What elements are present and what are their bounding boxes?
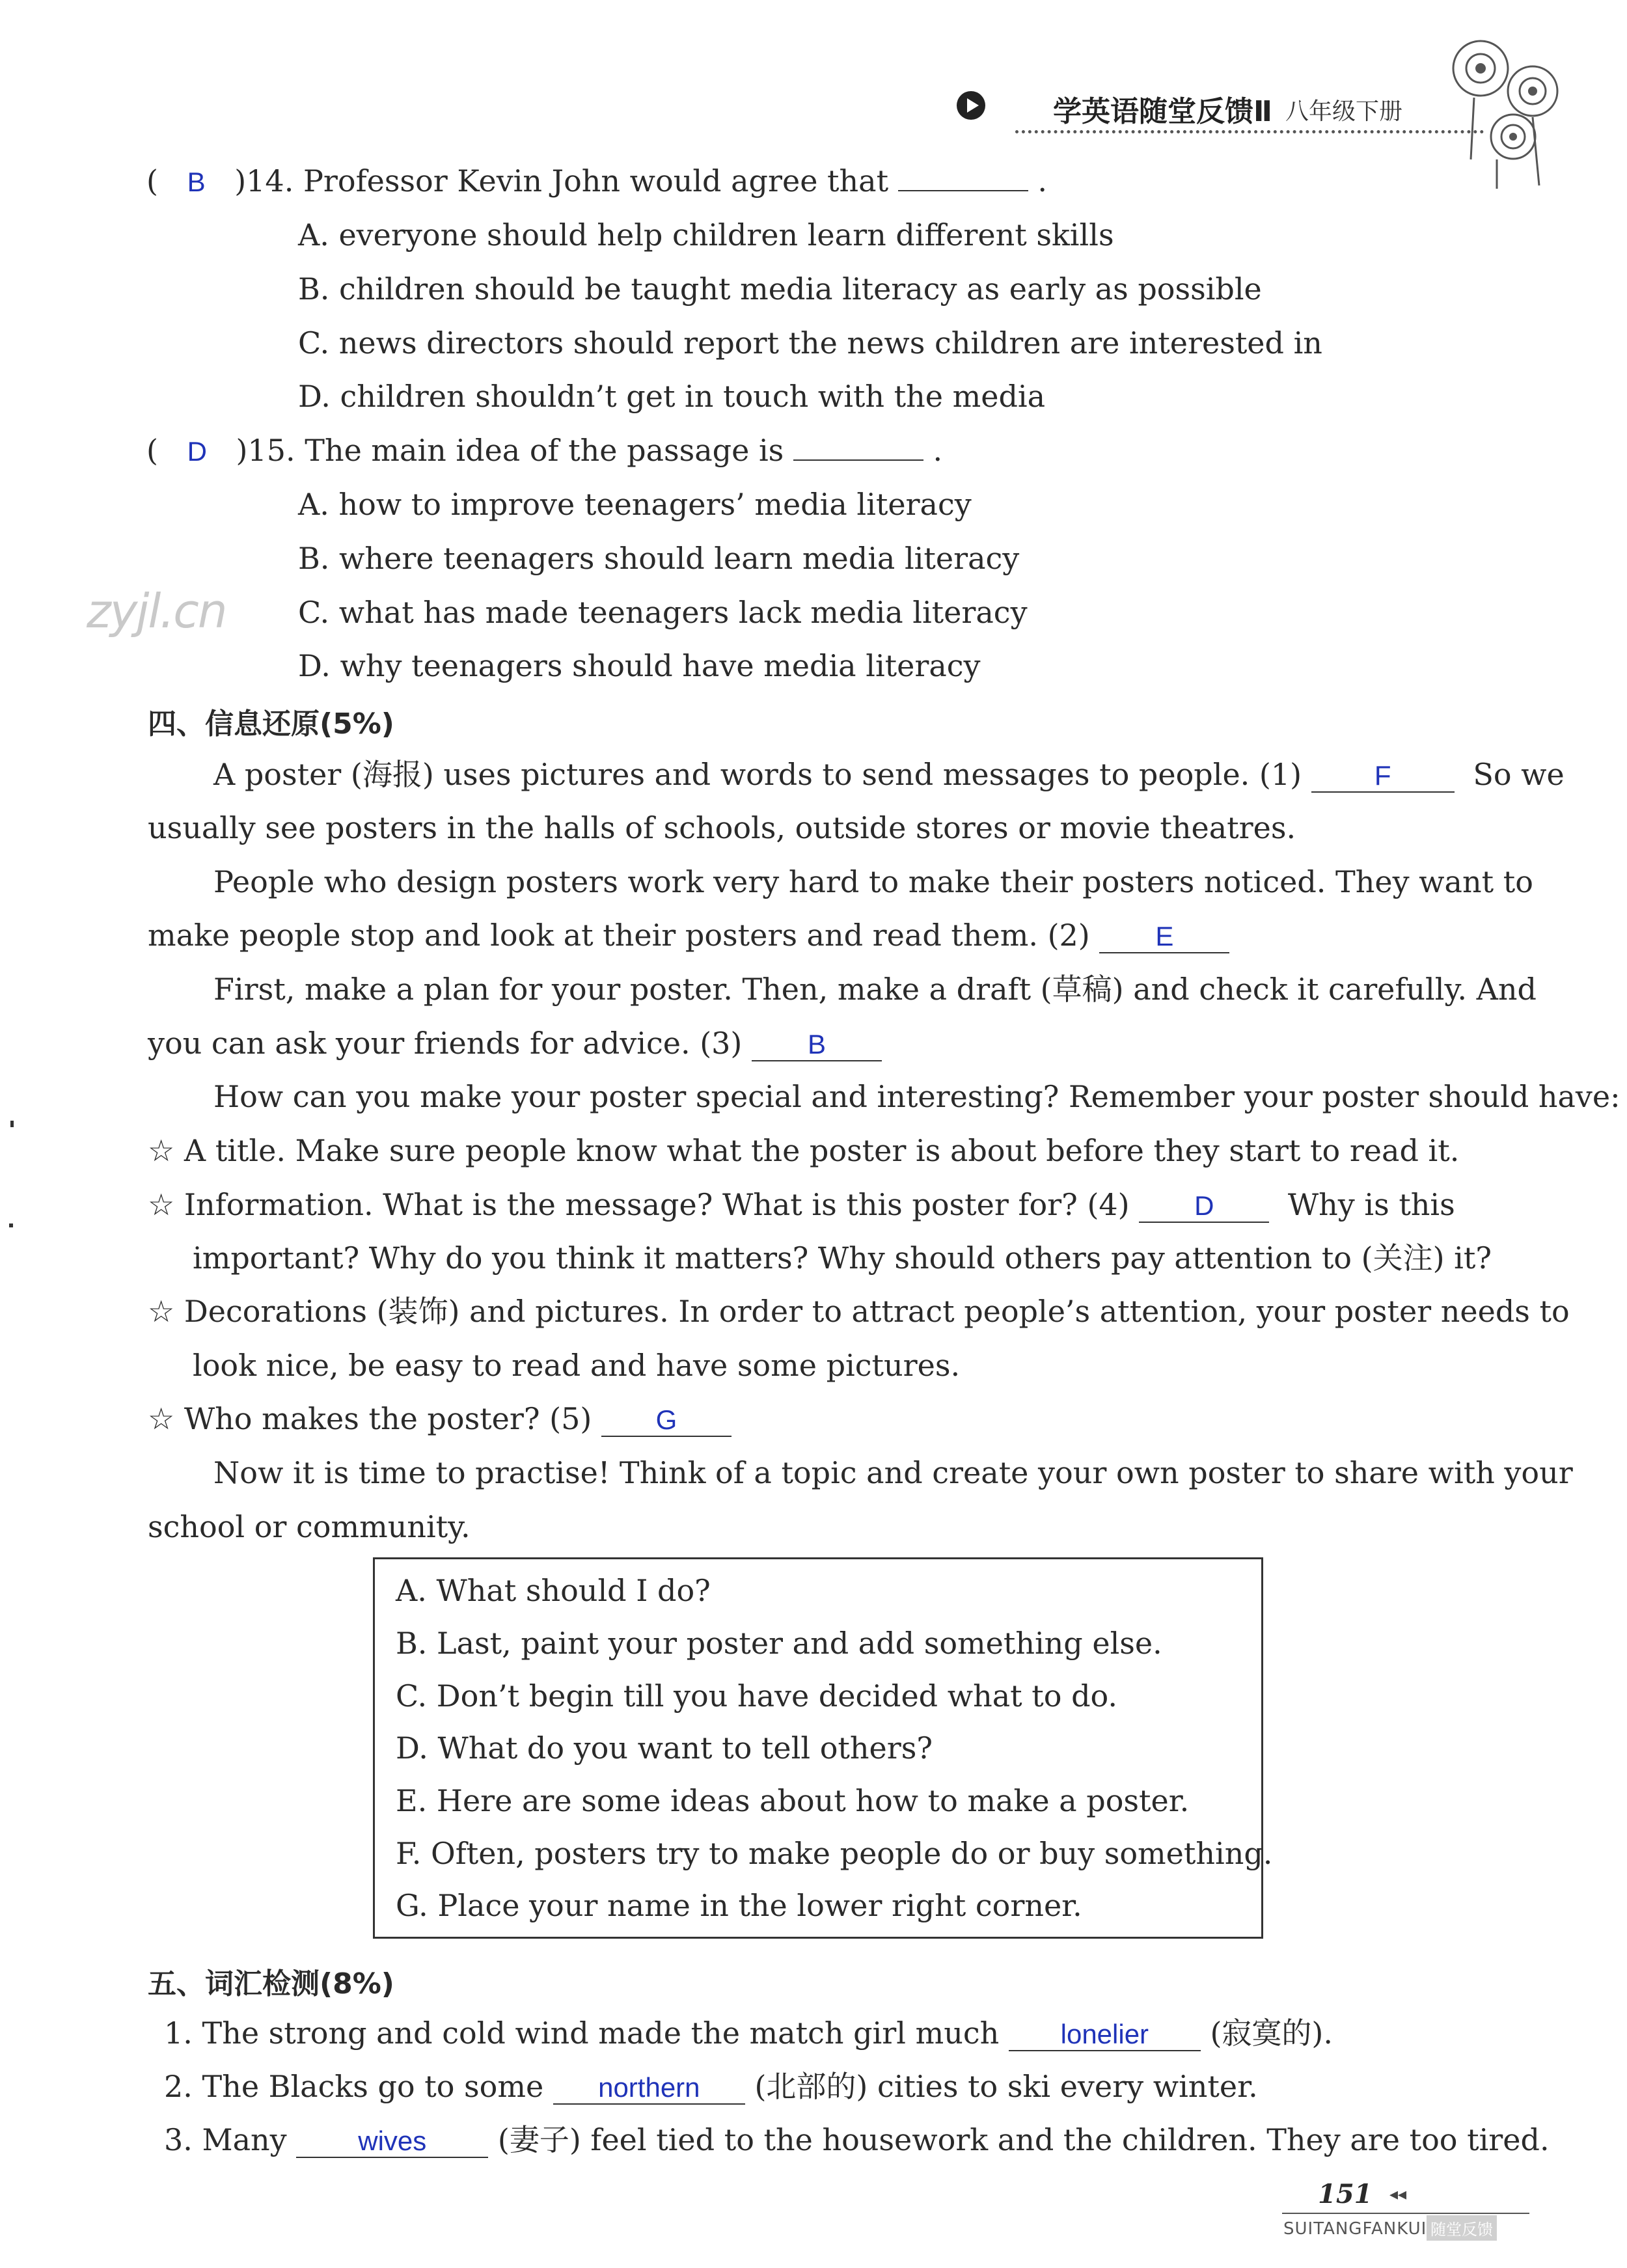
scan-mark [10,1121,14,1127]
page-number: 151 [1318,2179,1373,2209]
option: B. children should be taught media literacy as early as possible [298,271,1262,307]
vocab-text: (北部的) cities to ski every winter. [754,2069,1258,2104]
paragraph-text: you can ask your friends for advice. (3) [148,1026,743,1061]
vocab-text: 2. The Blacks go to some [164,2069,544,2104]
star-icon: ☆ [148,1133,175,1168]
sunflower-decoration-icon [1435,29,1572,192]
paragraph-4: How can you make your poster special and interesting? Remember your poster should have: [213,1079,1620,1114]
vocab-item-2 [164,2067,1258,2106]
answer-3: B [752,1029,882,1061]
sentence-end: . [933,433,943,468]
paragraph-3-line-1: First, make a plan for your poster. Then, make a draft (草稿) and check it carefully. And [213,972,1537,1007]
star-icon: ☆ [148,1401,175,1436]
answer-1: F [1311,760,1455,793]
option: B. where teenagers should learn media literacy [298,541,1020,576]
watermark: zyjl.cn [87,584,226,638]
paragraph-5-line-2: school or community. [148,1509,471,1544]
star-icon: ☆ [148,1187,175,1222]
answer-2: E [1099,921,1229,953]
paragraph-1-line-1 [213,755,1565,794]
question-15 [146,431,942,471]
answer-blank [793,459,923,461]
paragraph-2-line-1: People who design posters work very hard to make their posters noticed. They want to [213,864,1533,899]
paragraph-1-line-2: usually see posters in the halls of schools, outside stores or movie theatres. [148,810,1296,845]
vocab-item-3 [164,2120,1550,2159]
bullet-text: Information. What is the message? What is this poster for? (4) [184,1187,1130,1222]
star-icon: ☆ [148,1294,175,1329]
box-option: C. Don’t begin till you have decided what to do. [396,1678,1118,1714]
box-option: D. What do you want to tell others? [396,1730,933,1766]
vocab-item-1 [164,2014,1333,2053]
footer-rule [1282,2213,1529,2214]
play-icon [955,90,987,121]
paragraph-text: So we [1473,757,1565,792]
paragraph-5-line-1: Now it is time to practise! Think of a topic and create your own poster to share with your [213,1455,1573,1490]
box-option: B. Last, paint your poster and add something else. [396,1626,1162,1661]
vocab-answer-3: wives [296,2125,488,2158]
bullet-text: Who makes the poster? (5) [184,1401,592,1436]
bullet-decorations-line-2: look nice, be easy to read and have some pictures. [193,1348,961,1383]
vocab-text: (妻子) feel tied to the housework and the children. They are too tired. [497,2122,1550,2157]
paren-open: ( [146,433,158,468]
answer-14: B [187,167,206,197]
vocab-text: 3. Many [164,2122,287,2157]
box-option: G. Place your name in the lower right corner. [396,1888,1082,1923]
box-option: F. Often, posters try to make people do or buy something. [396,1836,1273,1871]
bullet-information [148,1185,1455,1224]
paragraph-2-line-2 [148,916,1229,955]
question-15-stem: )15. The main idea of the passage is [236,433,784,468]
answer-15: D [187,436,207,467]
header-title: 学英语随堂反馈Ⅱ [1053,95,1272,128]
vocab-answer-2: northern [553,2072,745,2105]
answer-blank [898,190,1028,191]
option: A. everyone should help children learn different skills [298,217,1114,253]
header-divider [1015,130,1484,133]
answer-5: G [601,1404,731,1437]
section-5-heading: 五、词汇检测(8%) [148,1967,394,2001]
scan-mark [9,1223,13,1227]
paragraph-3-line-2 [148,1024,882,1063]
bullet-author [148,1399,731,1438]
option: C. what has made teenagers lack media literacy [298,595,1028,630]
footer-brand-cn: 随堂反馈 [1427,2215,1497,2241]
bullet-text: A title. Make sure people know what the poster is about before they start to read it. [184,1133,1460,1168]
bullet-information-line-2: important? Why do you think it matters? Why should others pay attention to (关注) it? [193,1240,1492,1276]
box-option: E. Here are some ideas about how to make a poster. [396,1783,1190,1818]
paragraph-text: make people stop and look at their posters and read them. (2) [148,918,1090,953]
footer-brand-en: SUITANGFANKUI [1283,2219,1427,2239]
header-subtitle: 八年级下册 [1285,98,1403,125]
sentence-end: . [1037,163,1047,198]
option: A. how to improve teenagers’ media literacy [298,487,972,522]
bullet-title [148,1131,1459,1170]
section-4-heading: 四、信息还原(5%) [148,707,394,741]
vocab-text: (寂寞的). [1210,2015,1333,2051]
question-14-stem: )14. Professor Kevin John would agree that [234,163,889,198]
bullet-decorations [148,1292,1570,1331]
vocab-answer-1: lonelier [1009,2019,1201,2051]
bullet-text: Decorations (装饰) and pictures. In order to attract people’s attention, your poster needs to [184,1294,1570,1329]
paren-open: ( [146,163,158,198]
box-option: A. What should I do? [396,1573,711,1608]
bullet-text: Why is this [1287,1187,1455,1222]
arrows-icon: ◂◂ [1389,2185,1407,2204]
answer-4: D [1139,1190,1269,1223]
option: D. children shouldn’t get in touch with the media [298,379,1046,414]
paragraph-text: A poster (海报) uses pictures and words to send messages to people. (1) [213,757,1302,792]
vocab-text: 1. The strong and cold wind made the match girl much [164,2015,1000,2051]
option: C. news directors should report the news children are interested in [298,325,1322,361]
question-14 [146,161,1047,202]
option: D. why teenagers should have media literacy [298,648,981,683]
